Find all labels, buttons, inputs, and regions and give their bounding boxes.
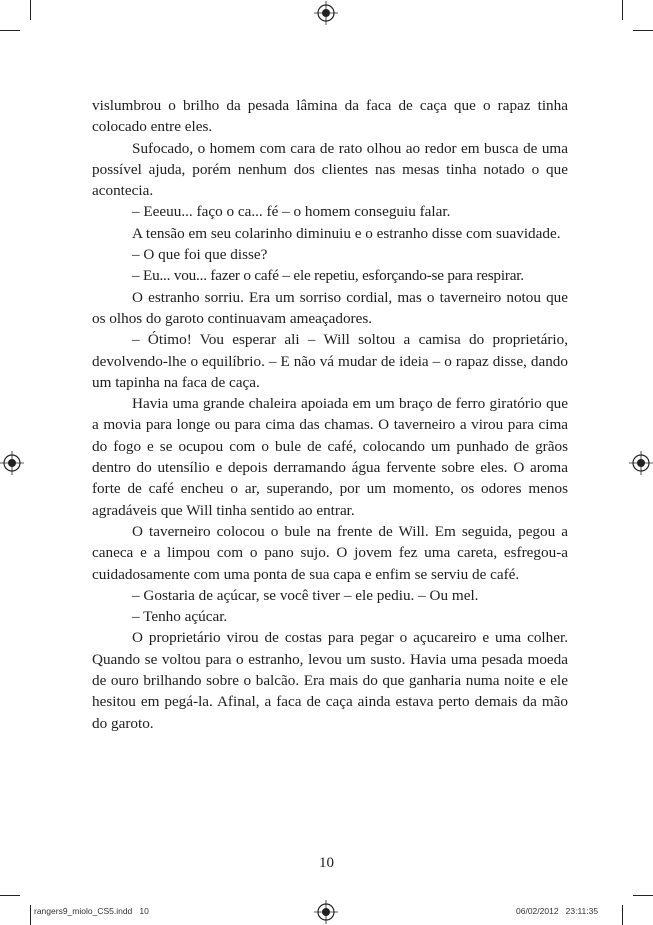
paragraph-7: O estranho sorriu. Era um sorriso cordial, mas o taverneiro notou que os olhos do garoto continuavam ameaçadores. [92, 288, 568, 327]
paragraph-9: Havia uma grande chaleira apoiada em um braço de ferro giratório que a movia para longe ou para cima das chamas. O taverneiro a virou para cima do fogo e se ocupou com o bule de café, colocando um punhado de grãos dentro do utensílio e depois derramando água fervente sobre eles. O aroma forte de café encheu o ar, superando, por um momento, os odores menos agradáveis que Will tinha sentido ao entrar. [92, 395, 568, 519]
crop-mark-top-left-horizontal [0, 30, 20, 31]
registration-mark-right-icon [629, 451, 653, 475]
paragraph-12: – Tenho açúcar. [132, 608, 228, 626]
slug-timestamp: 06/02/2012 23:11:35 [516, 906, 599, 916]
page-number: 10 [319, 855, 334, 871]
registration-mark-left-icon [0, 451, 24, 475]
crop-mark-top-right-horizontal [633, 30, 653, 31]
slug-file-name: rangers9_miolo_CS5.indd 10 [34, 906, 149, 916]
crop-mark-top-right-vertical [622, 0, 623, 20]
body-text [92, 95, 568, 734]
paragraph-4: A tensão em seu colarinho diminuiu e o estranho disse com suavidade. [132, 224, 561, 242]
crop-mark-bottom-right-horizontal [633, 895, 653, 896]
paragraph-1: vislumbrou o brilho da pesada lâmina da faca de caça que o rapaz tinha colocado entre eles. [92, 97, 568, 136]
paragraph-5: – O que foi que disse? [132, 246, 268, 264]
registration-mark-bottom-icon [314, 900, 338, 924]
paragraph-13: O proprietário virou de costas para pegar o açucareiro e uma colher. Quando se voltou para o estranho, levou um susto. Havia uma pesada moeda de ouro brilhando sobre o balcão. Era mais do que ganharia numa noite e ele hesitou em pegá-la. Afinal, a faca de caça ainda estava perto demais da mão do garoto. [92, 629, 568, 732]
crop-mark-bottom-left-horizontal [0, 895, 20, 896]
paragraph-11: – Gostaria de açúcar, se você tiver – ele pediu. – Ou mel. [132, 586, 479, 604]
paragraph-2: Sufocado, o homem com cara de rato olhou ao redor em busca de uma possível ajuda, porém nenhum dos clientes nas mesas tinha notado o que acontecia. [92, 139, 568, 200]
crop-mark-bottom-left-vertical [30, 905, 31, 925]
crop-mark-top-left-vertical [30, 0, 31, 20]
crop-mark-bottom-right-vertical [622, 905, 623, 925]
paragraph-8: – Ótimo! Vou esperar ali – Will soltou a camisa do proprietário, devolvendo-lhe o equilíbrio. – E não vá mudar de ideia – o rapaz disse, dando um tapinha na faca de caça. [92, 331, 568, 391]
paragraph-3: – Eeeuu... faço o ca... fé – o homem conseguiu falar. [132, 203, 451, 221]
paragraph-10: O taverneiro colocou o bule na frente de Will. Em seguida, pegou a caneca e a limpou com o pano sujo. O jovem fez uma careta, esfregou-a cuidadosamente com uma ponta de sua capa e enfim se serviu de café. [92, 522, 568, 583]
paragraph-6: – Eu... vou... fazer o café – ele repetiu, esforçando-se para respirar. [132, 267, 524, 285]
registration-mark-top-icon [314, 1, 338, 25]
